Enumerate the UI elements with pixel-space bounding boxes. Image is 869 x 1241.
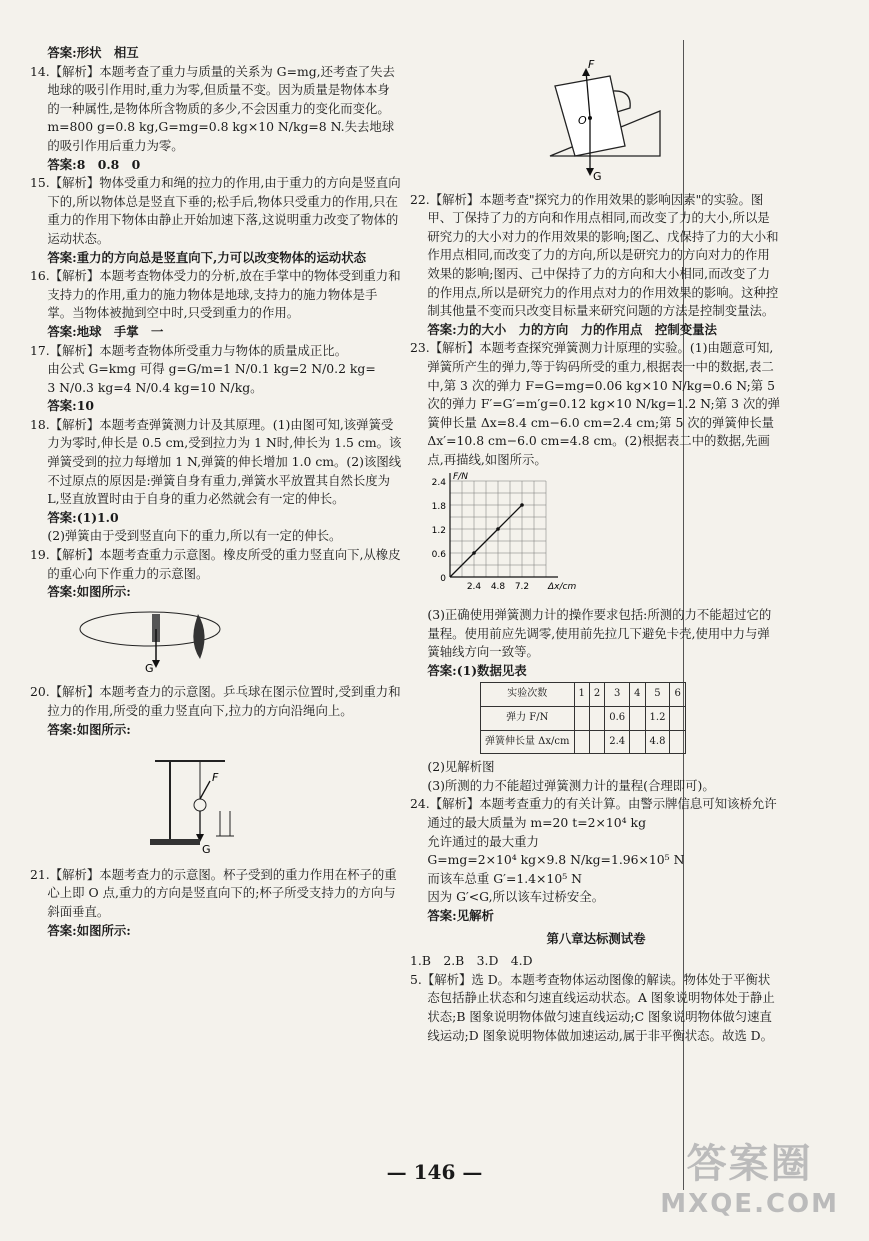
y-tick-label: 0.6 bbox=[431, 549, 446, 560]
section-title: 第八章达标测试卷 bbox=[546, 930, 646, 946]
left-column bbox=[30, 44, 402, 940]
calc-24d: 而该车总重 G′=1.4×10⁵ N bbox=[427, 870, 582, 886]
spring-chart bbox=[410, 472, 610, 597]
calc-24c: G=mg=2×10⁴ kg×9.8 N/kg=1.96×10⁵ N bbox=[427, 852, 685, 868]
question-23: 23.【解析】本题考查探究弹簧测力计原理的实验。(1)由题意可知,弹簧所产生的弹力,等于钩码所受的重力,根据表一中的数据,表二中,第 3 次的弹力 F=G=mg=0.06 kg×10 N/kg=0.6 N;第 5 次的弹力 F′=G′=m′g=0.12 kg×10 N/kg=1.2 N;第 3 次的弹簧伸长量 Δx=8.4 cm−6.0 cm=2.4 cm;第 5 次的弹簧伸长量 Δx′=10.8 cm−6.0 cm=4.8 cm。(2)根据表二中的数据,先画点,再描线,如图所示。 bbox=[410, 340, 781, 467]
table-row bbox=[481, 730, 686, 754]
y-axis-label: F/N bbox=[453, 471, 468, 482]
table-cell bbox=[589, 730, 604, 754]
answer-14: 答案:8 0.8 0 bbox=[47, 156, 141, 172]
data-point bbox=[520, 503, 524, 507]
f-label-21: F bbox=[588, 58, 595, 71]
answer-20: 答案:如图所示: bbox=[47, 721, 131, 737]
answer-22: 答案:力的大小 力的方向 力的作用点 控制变量法 bbox=[427, 321, 717, 337]
table-cell: 1 bbox=[574, 683, 589, 707]
mc-answers: 1.B 2.B 3.D 4.D bbox=[410, 953, 533, 969]
table-cell bbox=[630, 707, 645, 731]
table-cell: 1.2 bbox=[645, 707, 670, 731]
o-label: O bbox=[578, 114, 587, 127]
question-14: 14.【解析】本题考查了重力与质量的关系为 G=mg,还考查了失去地球的吸引作用时,重力为零,但质量不变。因为质量是物体本身的一种属性,是物体所含物质的多少,不会因重力的变化而变化。 m=800 g=0.8 kg,G=mg=0.8 kg×10 N/kg=8 N.失去地球的吸引作用后重力为零。 bbox=[30, 63, 396, 153]
table-cell bbox=[589, 707, 604, 731]
table-cell bbox=[670, 707, 685, 731]
answer-13: 答案:形状 相互 bbox=[47, 45, 139, 60]
formula-17b: 3 N/0.3 kg=4 N/0.4 kg=10 N/kg。 bbox=[47, 379, 263, 395]
question-21: 21.【解析】本题考查力的示意图。杯子受到的重力作用在杯子的重心上即 O 点,重力的方向是竖直向下的;杯子所受支持力的方向与斜面垂直。 bbox=[30, 866, 397, 919]
question-5: 5.【解析】选 D。本题考查物体运动图像的解读。物体处于平衡状态包括静止状态和匀速直线运动状态。A 图象说明物体处于静止状态;B 图象说明物体做匀速直线运动;C 图象说明物体做匀速直线运动;D 图象说明物体做加速运动,属于非平衡状态。故选 D。 bbox=[410, 971, 775, 1043]
data-point bbox=[472, 551, 476, 555]
question-23c: (3)正确使用弹簧测力计的操作要求包括:所测的力不能超过它的量程。使用前应先调零,使用前先拉几下避免卡壳,使用中力与弹簧轴线方向一致等。 bbox=[427, 607, 772, 660]
table-cell: 弹簧伸长量 Δx/cm bbox=[481, 730, 575, 754]
answer-18: 答案:(1)1.0 bbox=[47, 509, 119, 525]
chart-23 bbox=[410, 472, 782, 603]
watermark-line2: MXQE.COM bbox=[660, 1189, 839, 1219]
answer-23: 答案:(1)数据见表 bbox=[427, 662, 527, 678]
answer-18b: (2)弹簧由于受到竖直向下的重力,所以有一定的伸长。 bbox=[47, 528, 342, 544]
figure-21-cup bbox=[410, 46, 782, 187]
question-19: 19.【解析】本题考查重力示意图。橡皮所受的重力竖直向下,从橡皮的重心向下作重力的示意图。 bbox=[30, 547, 401, 581]
table-cell: 0.6 bbox=[605, 707, 630, 731]
g-label-20: G bbox=[202, 843, 211, 857]
answer-19: 答案:如图所示: bbox=[47, 584, 131, 600]
g-label-21: G bbox=[593, 170, 602, 181]
table-cell: 4 bbox=[630, 683, 645, 707]
x-tick-label: 2.4 bbox=[466, 581, 482, 592]
table-cell: 弹力 F/N bbox=[481, 707, 575, 731]
answer-16: 答案:地球 手掌 一 bbox=[47, 323, 164, 339]
question-20: 20.【解析】本题考查力的示意图。乒乓球在图示位置时,受到重力和拉力的作用,所受的重力竖直向下,拉力的方向沿绳向上。 bbox=[30, 684, 401, 718]
page-number: — 146 — bbox=[386, 1160, 483, 1184]
watermark-line1: 答案圈 bbox=[686, 1141, 813, 1187]
question-18: 18.【解析】本题考查弹簧测力计及其原理。(1)由图可知,该弹簧受力为零时,伸长是 0.5 cm,受到拉力为 1 N时,伸长为 1.5 cm。该弹簧受到的拉力每增加 1 N,弹簧的伸长增加 1.0 cm。(2)该图线不过原点的原因是:弹簧自身有重力,弹簧水平放置其自然长度为 L,竖直放置时由于自身的重力必然就会有一定的伸长。 bbox=[30, 416, 402, 507]
figure-20-pingpong bbox=[30, 741, 402, 862]
y-tick-label: 0 bbox=[440, 573, 446, 584]
answer-21: 答案:如图所示: bbox=[47, 922, 131, 938]
data-point bbox=[496, 527, 500, 531]
table-row bbox=[481, 683, 686, 707]
table-cell: 2.4 bbox=[605, 730, 630, 754]
table-cell bbox=[574, 707, 589, 731]
f-label-20: F bbox=[212, 771, 219, 785]
answer-17: 答案:10 bbox=[47, 398, 94, 414]
table-cell: 3 bbox=[605, 683, 630, 707]
question-15: 15.【解析】物体受重力和绳的拉力的作用,由于重力的方向是竖直向下的,所以物体总是竖直下垂的;松手后,物体只受重力的作用,只在重力的作用下物体由静止开始加速下落,这说明重力改变了物体的运动状态。 bbox=[30, 175, 401, 246]
question-17: 17.【解析】本题考查物体所受重力与物体的质量成正比。 bbox=[30, 342, 348, 358]
table-cell: 实验次数 bbox=[481, 683, 575, 707]
y-tick-label: 1.2 bbox=[431, 525, 446, 536]
table-cell: 5 bbox=[645, 683, 670, 707]
x-tick-label: 7.2 bbox=[514, 581, 530, 592]
y-tick-label: 2.4 bbox=[431, 477, 446, 488]
answer-23c: (3)所测的力不能超过弹簧测力计的量程(合理即可)。 bbox=[427, 777, 715, 793]
formula-17a: 由公式 G=kmg 可得 g=G/m=1 N/0.1 kg=2 N/0.2 kg= bbox=[47, 361, 376, 377]
table-cell bbox=[574, 730, 589, 754]
answer-24: 答案:见解析 bbox=[427, 908, 494, 923]
calc-24e: 因为 G′<G,所以该车过桥安全。 bbox=[427, 889, 605, 905]
question-24: 24.【解析】本题考查重力的有关计算。由警示牌信息可知该桥允许通过的最大质量为 m=20 t=2×10⁴ kg bbox=[410, 796, 777, 831]
table-row bbox=[481, 707, 686, 731]
y-tick-label: 1.8 bbox=[431, 501, 446, 512]
watermark-logo bbox=[660, 1132, 839, 1219]
table-cell: 4.8 bbox=[645, 730, 670, 754]
question-22: 22.【解析】本题考查"探究力的作用效果的影响因素"的实验。图甲、丁保持了力的方向和作用点相同,而改变了力的大小,所以是研究力的大小对力的作用效果的影响;图乙、戊保持了力的大小和作用点相同,而改变了力的方向,所以是研究力的方向对力的作用效果的影响;图丙、己中保持了力的方向和大小相同,而改变了力的作用点,所以是研究力的作用点对力的作用效果的影响。这种控制其他量不变而只改变目标量来研究问题的方法是控制变量法。 bbox=[410, 191, 779, 319]
right-column bbox=[410, 44, 782, 1045]
calc-24b: 允许通过的最大重力 bbox=[427, 833, 539, 849]
table-cell bbox=[670, 730, 685, 754]
x-axis-label: Δx/cm bbox=[548, 581, 577, 592]
x-tick-label: 4.8 bbox=[490, 581, 506, 592]
table-cell bbox=[630, 730, 645, 754]
question-16: 16.【解析】本题考查物体受力的分析,放在手掌中的物体受到重力和支持力的作用,重力的施力物体是地球,支持力的施力物体是手掌。当物体被抛到空中时,只受到重力的作用。 bbox=[30, 268, 401, 321]
answer-15: 答案:重力的方向总是竖直向下,力可以改变物体的运动状态 bbox=[47, 249, 367, 265]
data-table-23 bbox=[480, 682, 686, 754]
table-cell: 2 bbox=[589, 683, 604, 707]
g-label-19: G bbox=[145, 661, 154, 674]
figure-19-eraser bbox=[30, 604, 402, 680]
page-number-value: 146 bbox=[413, 1160, 456, 1184]
table-cell: 6 bbox=[670, 683, 685, 707]
answer-23b: (2)见解析图 bbox=[427, 759, 495, 775]
